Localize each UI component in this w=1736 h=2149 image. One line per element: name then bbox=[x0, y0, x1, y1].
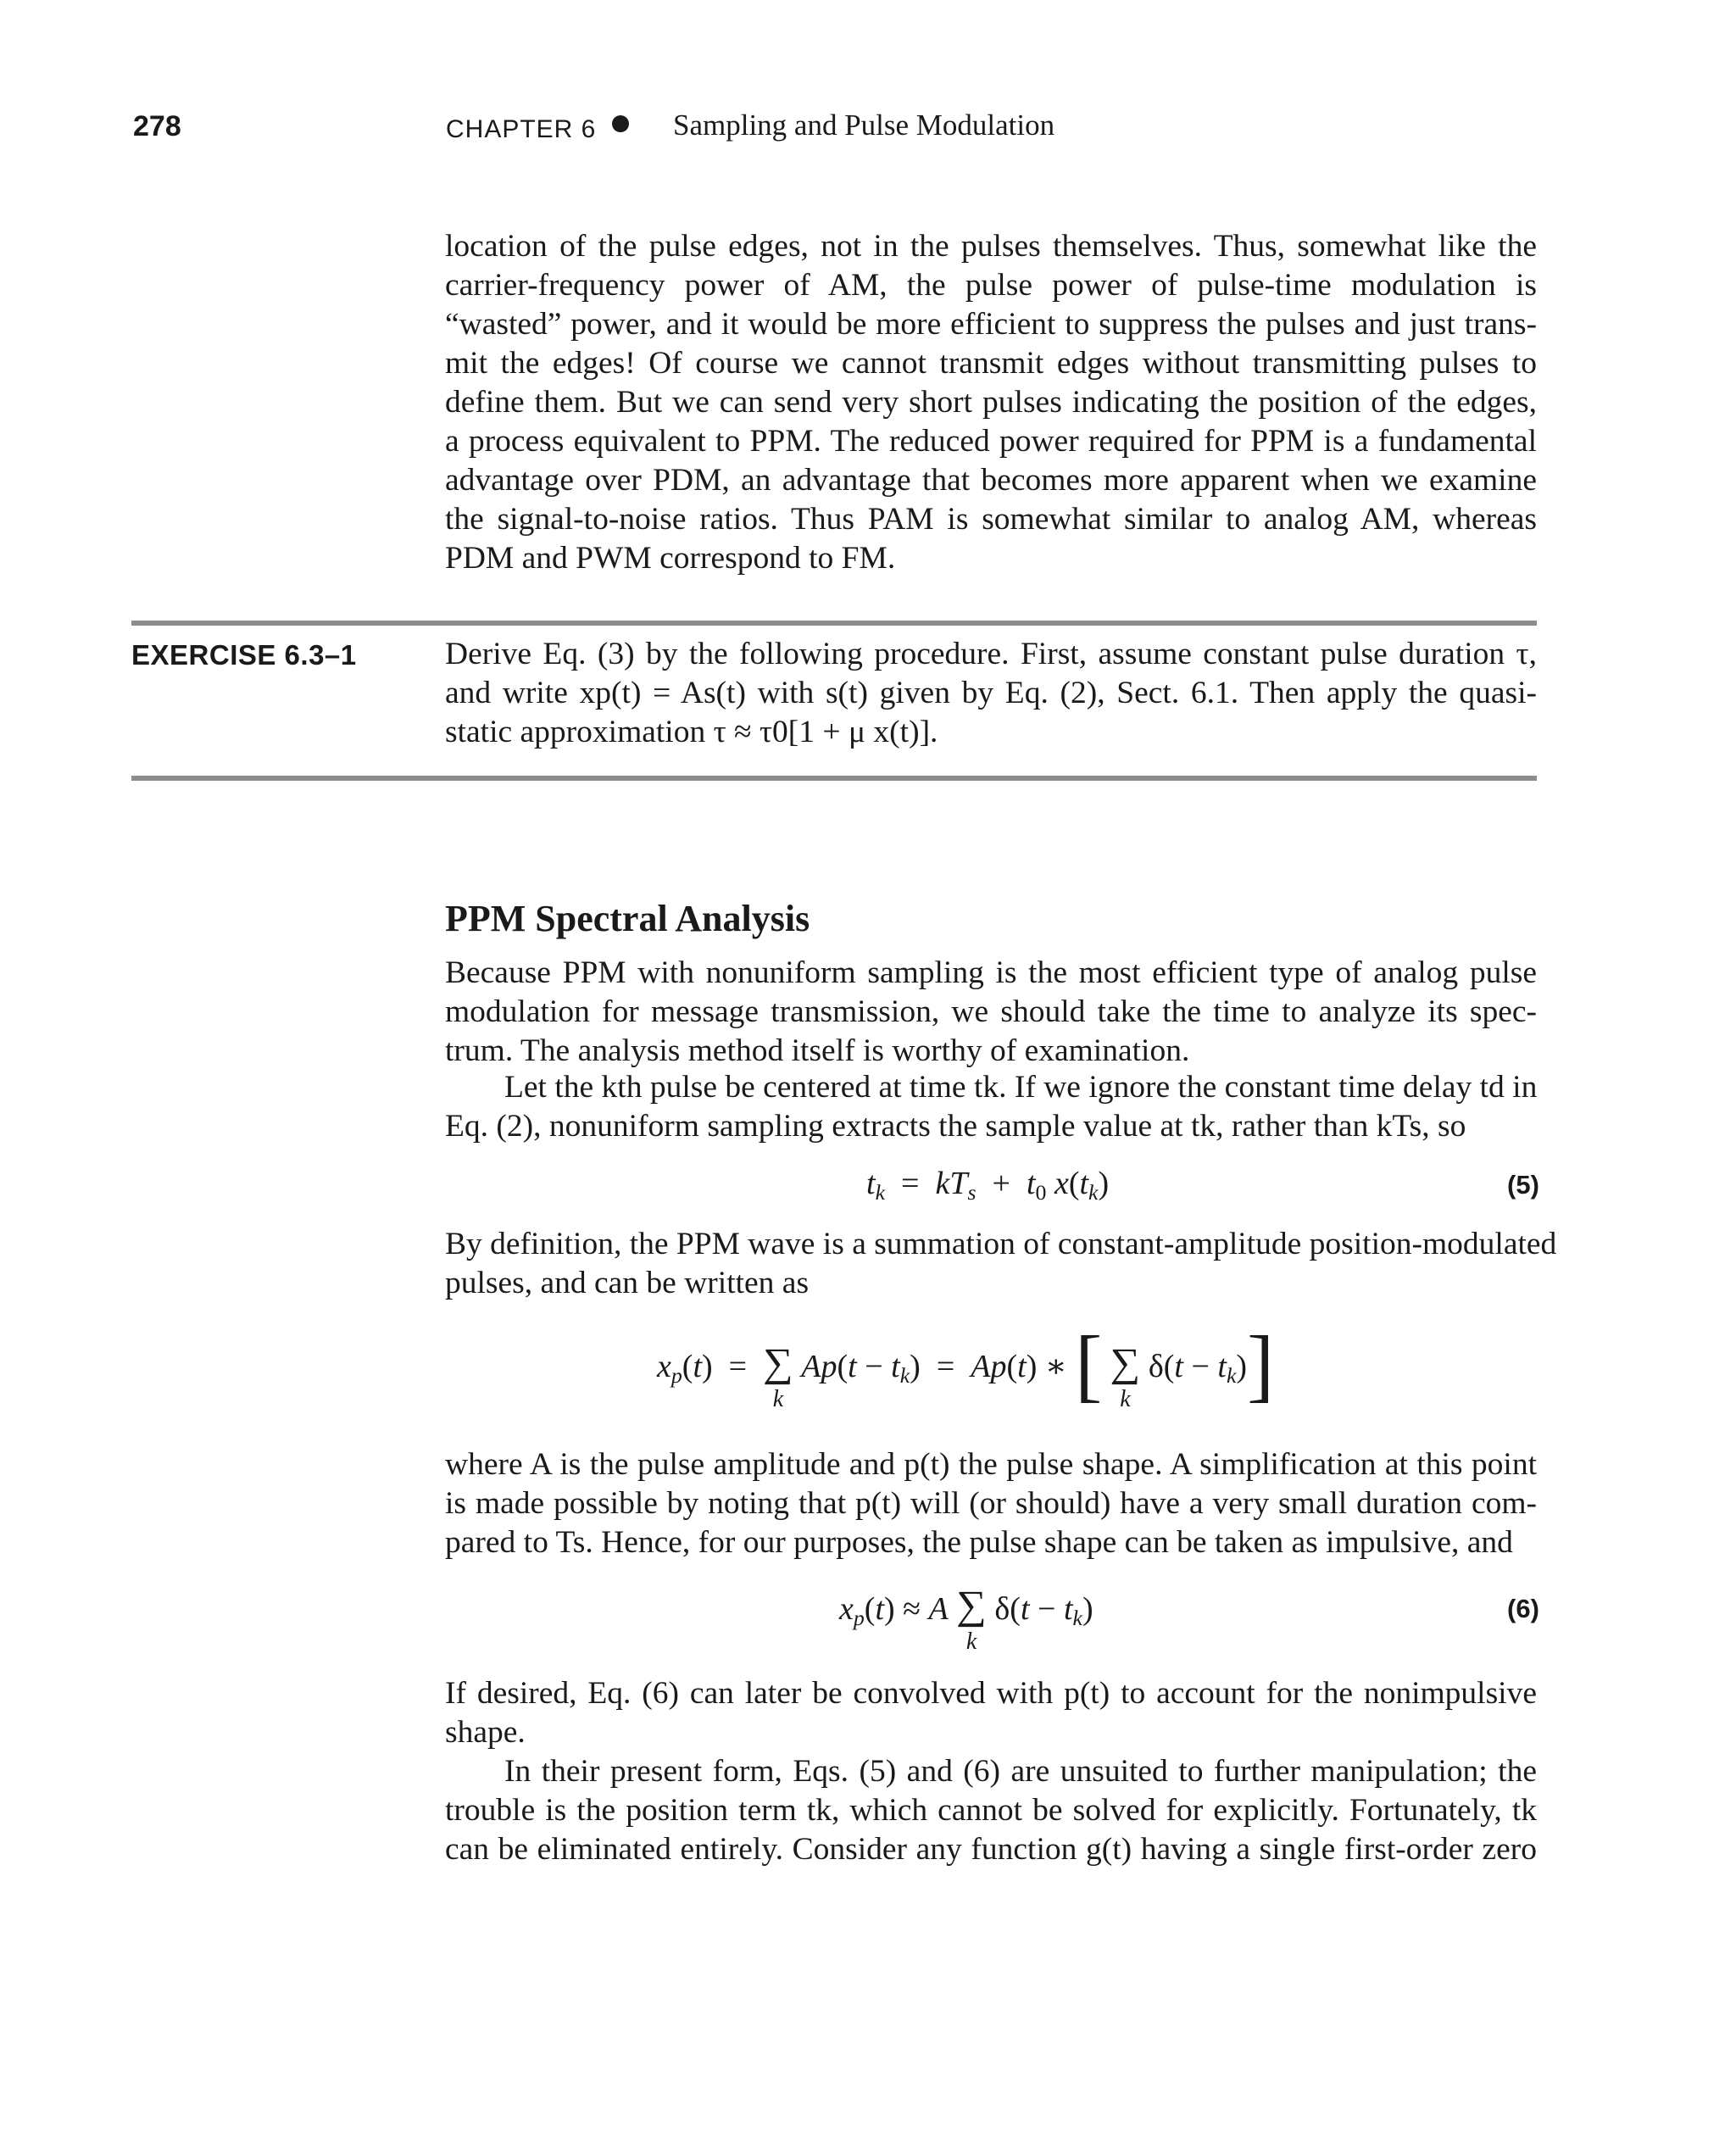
text-line: static approximation τ ≈ τ0[1 + μ x(t)]. bbox=[445, 715, 938, 749]
text-line: shape. bbox=[445, 1715, 526, 1750]
intro-paragraph bbox=[445, 227, 1537, 578]
text-line: trum. The analysis method itself is worthy of examination. bbox=[445, 1033, 1190, 1068]
equation-number: (5) bbox=[1507, 1170, 1539, 1200]
chapter-label: CHAPTER 6 bbox=[446, 115, 597, 143]
exercise-body bbox=[445, 635, 1537, 752]
text-line: advantage over PDM, an advantage that becomes more apparent when we examine bbox=[445, 463, 1537, 498]
text-line: PDM and PWM correspond to FM. bbox=[445, 541, 896, 576]
text-line: Eq. (2), nonuniform sampling extracts the sample value at tk, rather than kTs, so bbox=[445, 1109, 1466, 1144]
text-line: a process equivalent to PPM. The reduced power required for PPM is a fundamental bbox=[445, 424, 1537, 459]
section-heading: PPM Spectral Analysis bbox=[445, 898, 810, 939]
paragraph bbox=[445, 1445, 1537, 1562]
paragraph bbox=[445, 954, 1537, 1071]
text-line: location of the pulse edges, not in the pulses themselves. Thus, somewhat like the bbox=[445, 229, 1537, 264]
text-line: the signal-to-noise ratios. Thus PAM is somewhat similar to analog AM, whereas bbox=[445, 502, 1537, 537]
text-line: If desired, Eq. (6) can later be convolved with p(t) to account for the nonimpulsive bbox=[445, 1676, 1537, 1711]
text-line: Because PPM with nonuniform sampling is the most efficient type of analog pulse bbox=[445, 955, 1537, 990]
bullet-icon bbox=[612, 115, 629, 132]
text-line: carrier-frequency power of AM, the pulse power of pulse-time modulation is bbox=[445, 268, 1537, 303]
text-line: Let the kth pulse be centered at time tk. If we ignore the constant time delay td in bbox=[504, 1070, 1538, 1105]
text-line: can be eliminated entirely. Consider any function g(t) having a single first-order zero bbox=[445, 1832, 1537, 1867]
paragraph bbox=[445, 1674, 1537, 1869]
summation-symbol: ∑ k bbox=[763, 1339, 793, 1412]
text-line: Derive Eq. (3) by the following procedure. First, assume constant pulse duration τ, bbox=[445, 637, 1537, 671]
exercise-rule-top bbox=[131, 621, 1537, 626]
text-line: modulation for message transmission, we should take the time to analyze its spec- bbox=[445, 994, 1537, 1029]
summation-symbol: ∑ k bbox=[1110, 1339, 1141, 1412]
equation-ppm-sum: $x_p(t)$ = ∑ k $Ap(t - t_k) = Ap(t)$ ∗ [ ∑ k $\delta(t - t_k)$] bbox=[657, 1319, 1275, 1412]
text-line: where A is the pulse amplitude and p(t) the pulse shape. A simplification at this point bbox=[445, 1447, 1537, 1482]
paragraph bbox=[445, 1225, 1557, 1303]
equation-6: $x_p(t) \approx A$ ∑ k $\delta(t - t_k)$ bbox=[839, 1582, 1093, 1655]
text-line: and write xp(t) = As(t) with s(t) given by Eq. (2), Sect. 6.1. Then apply the quasi- bbox=[445, 676, 1537, 710]
equation-5: $t_k = kT_s + t_0$ $x(t_k)$ bbox=[866, 1166, 1110, 1205]
text-line: trouble is the position term tk, which cannot be solved for explicitly. Fortunately, tk bbox=[445, 1793, 1537, 1828]
text-line: “wasted” power, and it would be more efficient to suppress the pulses and just trans- bbox=[445, 307, 1537, 342]
chapter-title: Sampling and Pulse Modulation bbox=[673, 109, 1055, 142]
exercise-rule-bottom bbox=[131, 776, 1537, 781]
equation-number: (6) bbox=[1507, 1594, 1539, 1623]
text-line: pared to Ts. Hence, for our purposes, the pulse shape can be taken as impulsive, and bbox=[445, 1525, 1513, 1560]
text-line: is made possible by noting that p(t) will (or should) have a very small duration com- bbox=[445, 1486, 1537, 1521]
text-line: In their present form, Eqs. (5) and (6) are unsuited to further manipulation; the bbox=[504, 1754, 1537, 1789]
page-number: 278 bbox=[133, 110, 181, 142]
text-line: By definition, the PPM wave is a summation of constant-amplitude position-modulated bbox=[445, 1227, 1557, 1261]
text-line: mit the edges! Of course we cannot transmit edges without transmitting pulses to bbox=[445, 346, 1537, 381]
paragraph bbox=[445, 1068, 1537, 1146]
summation-symbol: ∑ k bbox=[956, 1582, 987, 1655]
page-header bbox=[0, 0, 1736, 170]
text-line: pulses, and can be written as bbox=[445, 1266, 810, 1300]
text-line: define them. But we can send very short pulses indicating the position of the edges, bbox=[445, 385, 1537, 420]
exercise-label: EXERCISE 6.3–1 bbox=[131, 639, 357, 671]
